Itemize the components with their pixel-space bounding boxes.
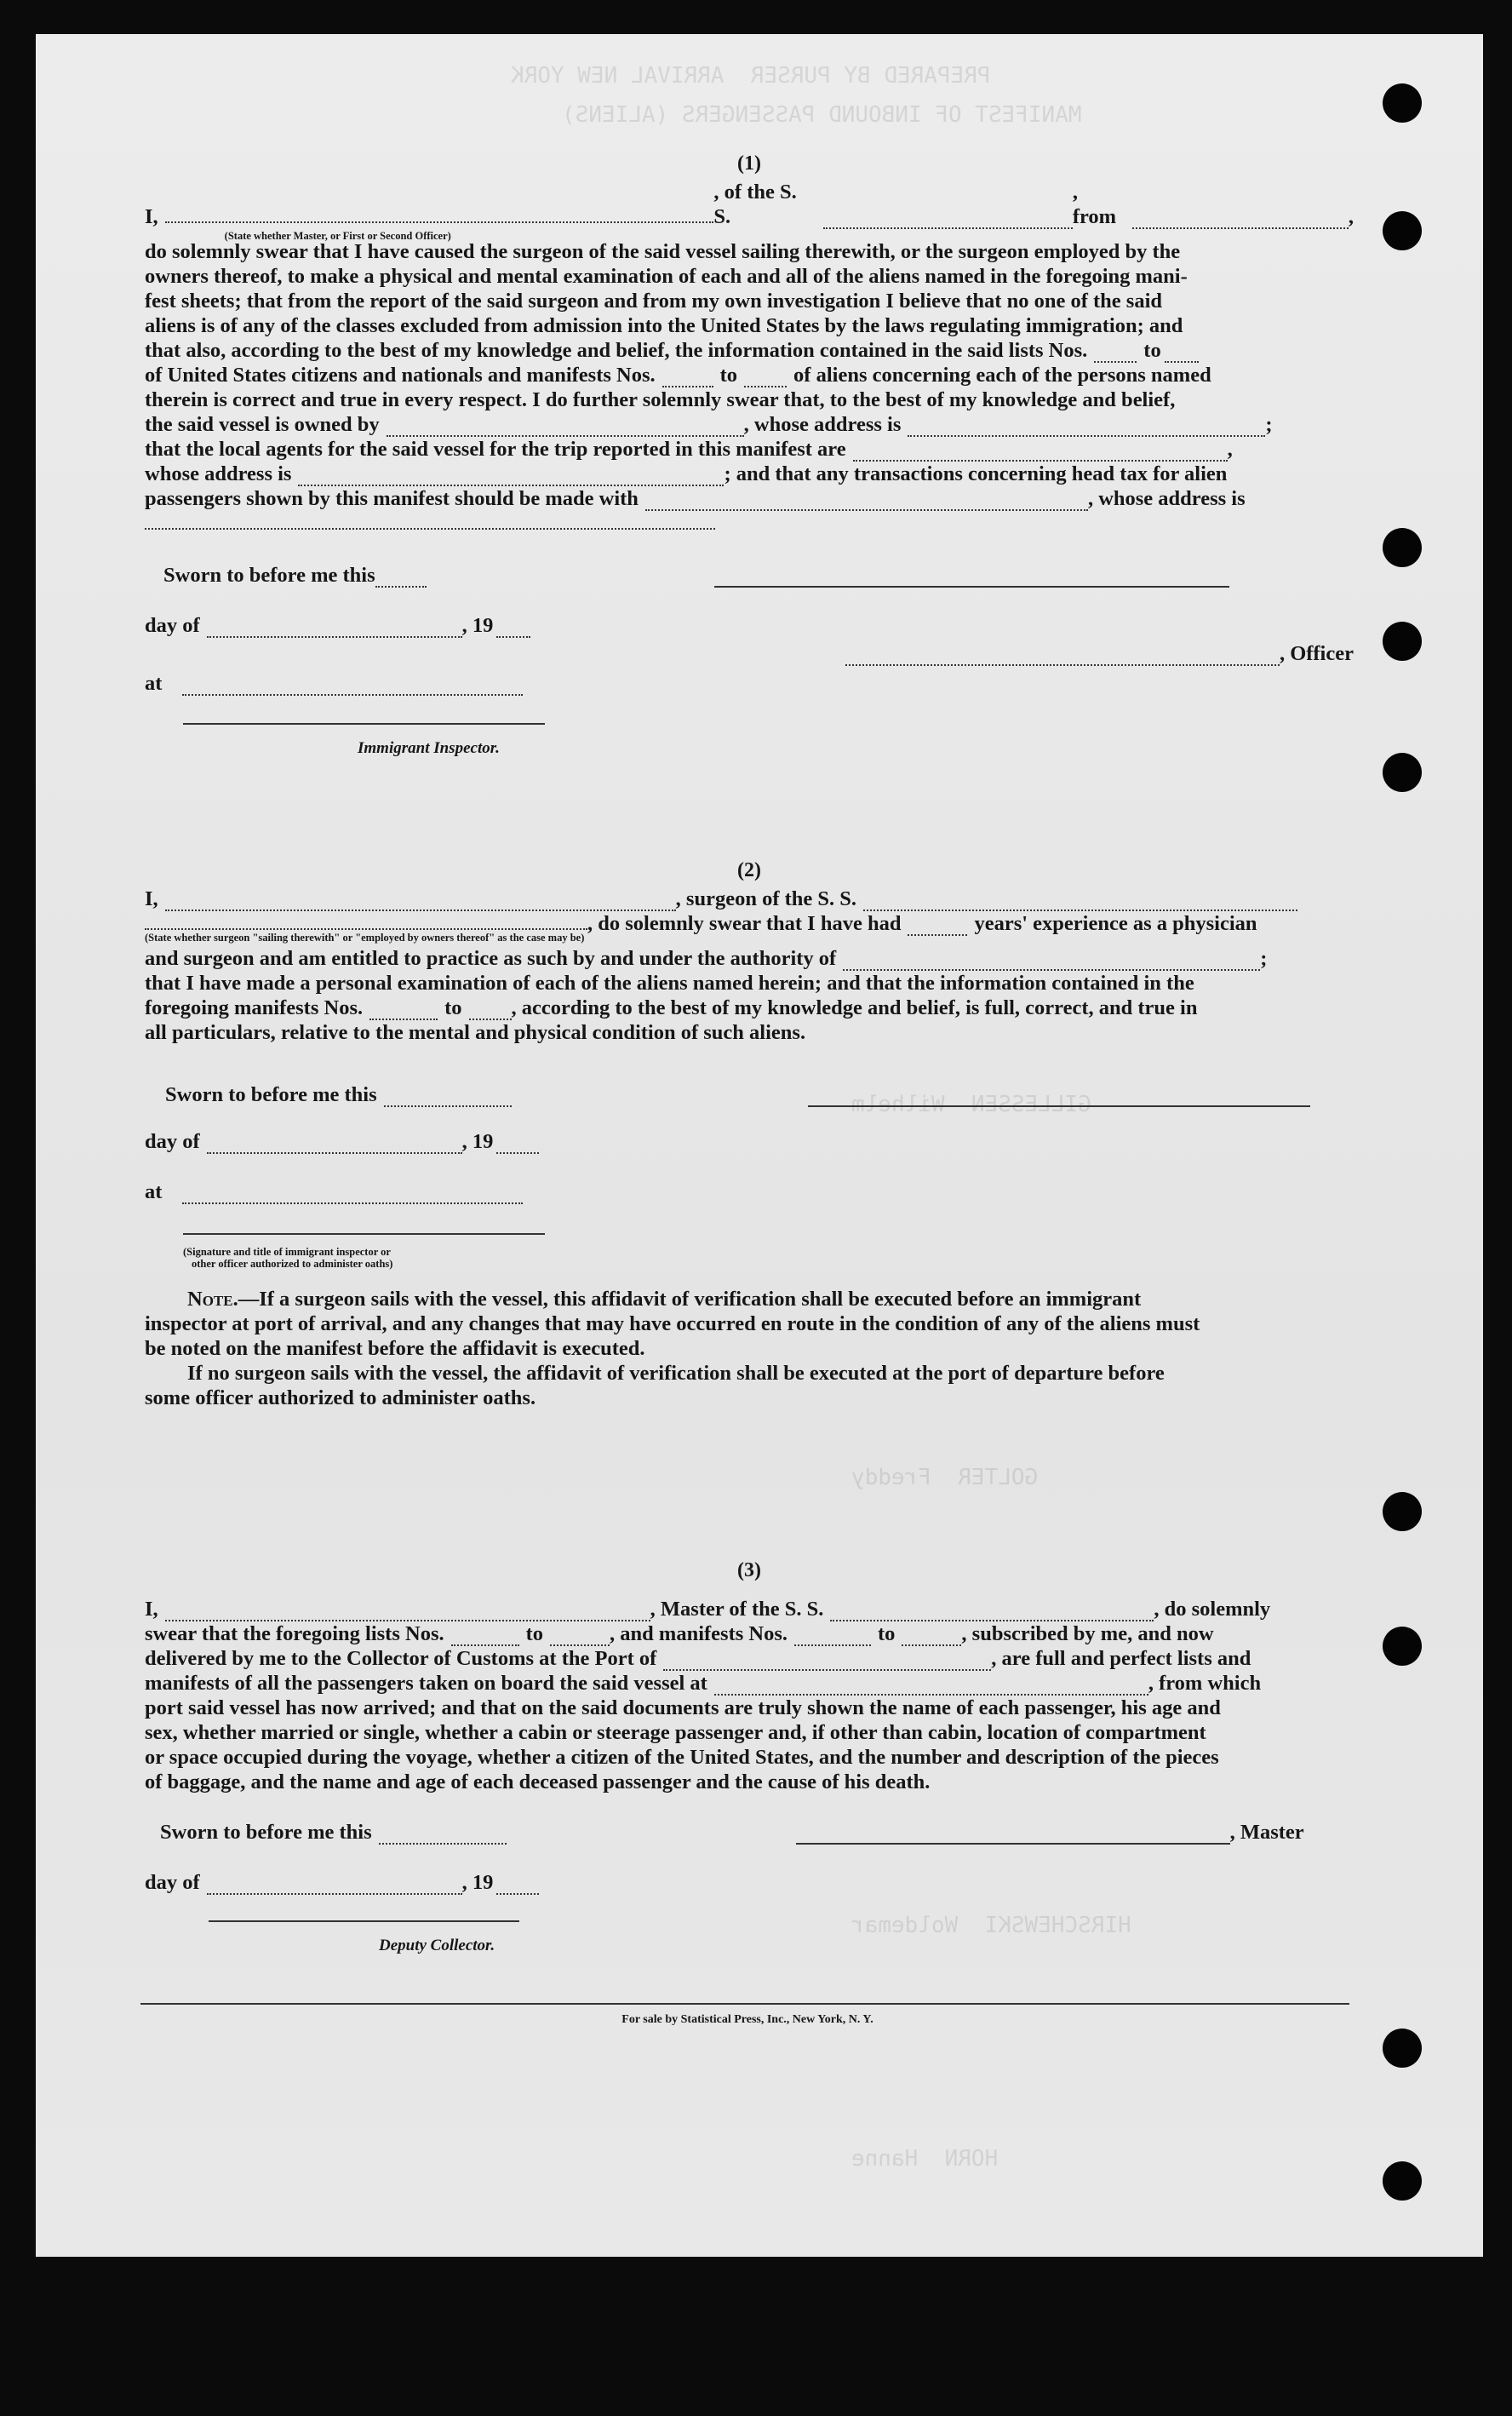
text-line: do solemnly swear that I have caused the surgeon of the said vessel sailing therewith, or the surgeon employed by the xyxy=(145,240,1181,263)
section-1-line-1: I, (State whether Master, or First or Second Officer) , of the S. S. , from , xyxy=(145,181,1354,242)
text-line: some officer authorized to administer oaths. xyxy=(145,1386,536,1409)
bleed-through-4: GOLTER Freddy xyxy=(851,1465,1039,1490)
text-line: all particulars, relative to the mental and physical condition of such aliens. xyxy=(145,1021,806,1044)
text-line: or space occupied during the voyage, whether a citizen of the United States, and the number and description of the pieces xyxy=(145,1746,1219,1769)
punch-hole-1 xyxy=(1383,83,1422,123)
text-line: the said vessel is owned by xyxy=(145,413,380,436)
text-line: whose address is xyxy=(145,462,292,485)
section-3: (3) I, , Master of the S. S. , do solemnly swear that the foregoing lists Nos. to , and manifests Nos. to , subscribed by me, and now delivered by me to the Collector of Customs at the Port of , are full and perfect lists and manifests of all the passengers taken on board the said vessel at , from which port said vessel has now arrived; and that on the said documents are truly shown the name of each passenger, his age and sex, whether married or single, whether a cabin or steerage passenger and, if other than cabin, location of compartment or space occupied during the voyage, whether a citizen of the United States, and the number and description of the pieces of baggage, and the name and age of each deceased passenger and the cause of his death. Sworn to before me this , Master day of , 19 Deputy Collector. xyxy=(145,1558,1354,1958)
text-line: owners thereof, to make a physical and mental examination of each and all of the aliens named in the foregoing mani- xyxy=(145,265,1188,288)
day-of-label: day of xyxy=(145,614,200,637)
section-3-number: (3) xyxy=(737,1559,761,1581)
master-name-field[interactable] xyxy=(165,1604,650,1621)
of-ss-label: , of the S. S. xyxy=(713,181,797,228)
sig-hint-1: (Signature and title of immigrant inspector or xyxy=(183,1246,391,1258)
ship-name-field[interactable] xyxy=(823,212,1073,229)
deputy-signature-line[interactable] xyxy=(209,1920,519,1922)
punch-hole-9 xyxy=(1383,2161,1422,2201)
footer-divider xyxy=(140,2003,1349,2005)
officer-signature-line[interactable] xyxy=(714,586,1229,588)
punch-hole-8 xyxy=(1383,2029,1422,2068)
i-label: I, xyxy=(145,205,158,228)
year-field-3[interactable] xyxy=(496,1878,539,1895)
tax-agent-field[interactable] xyxy=(645,494,1088,511)
officer-name-field[interactable] xyxy=(165,206,714,223)
section-2: (2) I, , surgeon of the S. S. (State whether surgeon "sailing therewith" or "employed by owners thereof" as the case may be) , do solemnly swear that I have had years' experience as a physician and surgeon and am entitled to practice as such by and under the authority of ; that I have made a personal examination of each of the aliens named herein; and that the information contained in the foregoing manifests Nos. to , according to the best of my knowledge and belief, is full, correct, and true in all particulars, relative to the mental and physical condition of such aliens. Sworn to before me this day of , 19 at (Signature and title of immigrant inspector or other officer authorized to administer oaths) Note.—If a surgeon sails with the vessel, this affidavit of verification shall be executed before an immigrant inspector at port of arrival, and any changes that may have occurred en route in the condition of any of the aliens must be noted on the manifest before the affidavit is executed. If no surgeon sails with the vessel, the affidavit of verification shall be executed at the port of departure before some officer authorized to administer oaths. xyxy=(145,858,1354,1410)
text-line: fest sheets; that from the report of the said surgeon and from my own investigation I believe that no one of the said xyxy=(145,290,1162,313)
surgeon-name-field[interactable] xyxy=(165,894,676,911)
text-line: that I have made a personal examination of each of the aliens named herein; and that the information contained in the xyxy=(145,972,1194,995)
year-field[interactable] xyxy=(496,621,530,638)
owner-field[interactable] xyxy=(387,420,744,437)
section-1: (1) I, (State whether Master, or First or Second Officer) , of the S. S. , from , do solemnly swear that I have caused the surgeon of the said vessel sailing therewith, or the surgeon employed by the owners thereof, to make a physical and mental examination of each and all of the aliens named in the foregoing mani- fest sheets; that from the report of the said surgeon and from my own investigation I believe that no one of the said aliens is of any of the classes excluded from admission into the United States by the laws regulating immigration; and that also, according to the best of my knowledge and belief, the information contained in the said lists Nos. to of United States citizens and nationals and manifests Nos. to of aliens concerning each of the persons named therein is correct and true in every respect. I do further solemnly swear that, to the best of my knowledge and belief, the said vessel is owned by , whose address is ; that the local agents for the said vessel for the trip reported in this manifest are , whose address is ; and that any transactions concerning head tax for alien passengers shown by this manifest should be made with , whose address is Sworn to before me this day of , 19 , Officer at Immigrant Inspector. xyxy=(145,152,1354,760)
inspector-signature-line[interactable] xyxy=(183,723,545,725)
at-field-2[interactable] xyxy=(182,1187,523,1204)
text-line: sex, whether married or single, whether a cabin or steerage passenger and, if other than cabin, location of compartment xyxy=(145,1721,1206,1744)
embark-port-field[interactable] xyxy=(714,1679,1148,1696)
lists-to-field[interactable] xyxy=(550,1629,610,1646)
manifests-from-field[interactable] xyxy=(794,1629,871,1646)
agents-field[interactable] xyxy=(853,445,1228,462)
inspector-signature-line-2[interactable] xyxy=(183,1233,545,1235)
text-line: inspector at port of arrival, and any changes that may have occurred en route in the condition of any of the aliens must xyxy=(145,1312,1200,1335)
from-port-field[interactable] xyxy=(1132,212,1349,229)
text-line: If no surgeon sails with the vessel, the affidavit of verification shall be executed at the port of departure before xyxy=(187,1362,1165,1385)
text-line: therein is correct and true in every respect. I do further solemnly swear that, to the best of my knowledge and belief, xyxy=(145,388,1176,411)
text-line: passengers shown by this manifest should be made with xyxy=(145,487,639,510)
bleed-through-6: HORN Hanne xyxy=(851,2146,999,2172)
sworn-date-field[interactable] xyxy=(375,571,427,588)
at-field[interactable] xyxy=(182,679,523,696)
section-1-paragraph: do solemnly swear that I have caused the surgeon of the said vessel sailing therewith, or the surgeon employed by the owners thereof, to make a physical and mental examination of each and all of the aliens named in the foregoing mani- fest sheets; that from the report of the said surgeon and from my own investigation I believe that no one of the said aliens is of any of the classes excluded from admission into the United States by the laws regulating immigration; and that also, according to the best of my knowledge and belief, the information contained in the said lists Nos. to of United States citizens and nationals and manifests Nos. to of aliens concerning each of the persons named therein is correct and true in every respect. I do further solemnly swear that, to the best of my knowledge and belief, the said vessel is owned by , whose address is ; that the local agents for the said vessel for the trip reported in this manifest are , whose address is ; and that any transactions concerning head tax for alien passengers shown by this manifest should be made with , whose address is xyxy=(145,239,1354,536)
sworn-label: Sworn to before me this xyxy=(163,564,375,587)
list-no-from-field[interactable] xyxy=(1094,346,1137,363)
day-of-field[interactable] xyxy=(207,621,462,638)
owner-address-field[interactable] xyxy=(908,420,1265,437)
master-signature-line[interactable] xyxy=(796,1843,1230,1845)
sig-hint-2: other officer authorized to administer oaths) xyxy=(192,1258,393,1270)
surgeon-manifest-to-field[interactable] xyxy=(469,1003,512,1020)
punch-hole-2 xyxy=(1383,211,1422,250)
bleed-through-3: GILLESSEN Wilhelm xyxy=(851,1092,1091,1117)
bleed-through-5: HIRSCHEWSKI Woldemar xyxy=(851,1913,1131,1938)
sworn-date-field-3[interactable] xyxy=(379,1828,507,1845)
text-line: aliens is of any of the classes excluded from admission into the United States by the laws regulating immigration; and xyxy=(145,314,1183,337)
bleed-through-1: PREPARED BY PURSER ARRIVAL NEW YORK xyxy=(511,63,991,89)
surgeon-signature-line[interactable] xyxy=(808,1105,1310,1107)
authority-field[interactable] xyxy=(843,954,1260,971)
day-of-field-2[interactable] xyxy=(207,1137,462,1154)
note-paragraph: Note.—If a surgeon sails with the vessel, this affidavit of verification shall be executed before an immigrant inspector at port of arrival, and any changes that may have occurred en route in the condition of any of the aliens must be noted on the manifest before the affidavit is executed. If no surgeon sails with the vessel, the affidavit of verification shall be executed at the port of departure before some officer authorized to administer oaths. xyxy=(145,1287,1354,1410)
text-line: that also, according to the best of my knowledge and belief, the information contained in the said lists Nos. xyxy=(145,339,1088,362)
from-label: , from xyxy=(1072,181,1117,228)
punch-hole-4 xyxy=(1383,622,1422,661)
deputy-collector-label: Deputy Collector. xyxy=(379,1937,495,1954)
port-field[interactable] xyxy=(663,1654,991,1671)
manifests-to-field[interactable] xyxy=(902,1629,961,1646)
years-field[interactable] xyxy=(908,919,967,936)
officer-sign-field[interactable] xyxy=(845,649,1280,666)
punch-hole-6 xyxy=(1383,1492,1422,1531)
officer-label: , Officer xyxy=(1279,642,1354,665)
section-2-number: (2) xyxy=(737,859,761,881)
lists-from-field[interactable] xyxy=(451,1629,519,1646)
surgeon-ship-field[interactable] xyxy=(863,894,1297,911)
surgeon-hint: (State whether surgeon "sailing therewith" or "employed by owners thereof" as the case may be) xyxy=(145,932,585,944)
text-line: be noted on the manifest before the affidavit is executed. xyxy=(145,1337,645,1360)
manifest-no-from-field[interactable] xyxy=(662,370,713,387)
officer-hint: (State whether Master, or First or Second Officer) xyxy=(224,230,451,242)
note-label: Note. xyxy=(187,1288,238,1311)
footer-imprint: For sale by Statistical Press, Inc., New York, N. Y. xyxy=(621,2013,873,2026)
text-line: of baggage, and the name and age of each deceased passenger and the cause of his death. xyxy=(145,1770,931,1793)
punch-hole-5 xyxy=(1383,753,1422,792)
day-of-field-3[interactable] xyxy=(207,1878,462,1895)
text-line: of United States citizens and nationals and manifests Nos. xyxy=(145,364,656,387)
punch-hole-7 xyxy=(1383,1627,1422,1666)
tax-agent-address-field[interactable] xyxy=(145,513,715,530)
surgeon-manifest-from-field[interactable] xyxy=(369,1003,438,1020)
agents-address-field[interactable] xyxy=(298,469,724,486)
list-no-to-field[interactable] xyxy=(1165,346,1199,363)
master-ship-field[interactable] xyxy=(830,1604,1154,1621)
section-1-number: (1) xyxy=(737,152,761,175)
manifest-no-to-field[interactable] xyxy=(744,370,787,387)
at-label: at xyxy=(145,672,163,695)
text-line: port said vessel has now arrived; and that on the said documents are truly shown the name of each passenger, his age and xyxy=(145,1696,1221,1719)
text-line: that the local agents for the said vessel for the trip reported in this manifest are xyxy=(145,438,846,461)
punch-hole-3 xyxy=(1383,528,1422,567)
surgeon-status-field[interactable] xyxy=(145,913,587,930)
sworn-date-field-2[interactable] xyxy=(384,1090,512,1107)
year-field-2[interactable] xyxy=(496,1137,539,1154)
immigrant-inspector-label: Immigrant Inspector. xyxy=(358,739,500,757)
text-line: and surgeon and am entitled to practice as such by and under the authority of xyxy=(145,947,837,970)
bleed-through-2: MANIFEST OF INBOUND PASSENGERS (ALIENS) xyxy=(562,102,1082,128)
